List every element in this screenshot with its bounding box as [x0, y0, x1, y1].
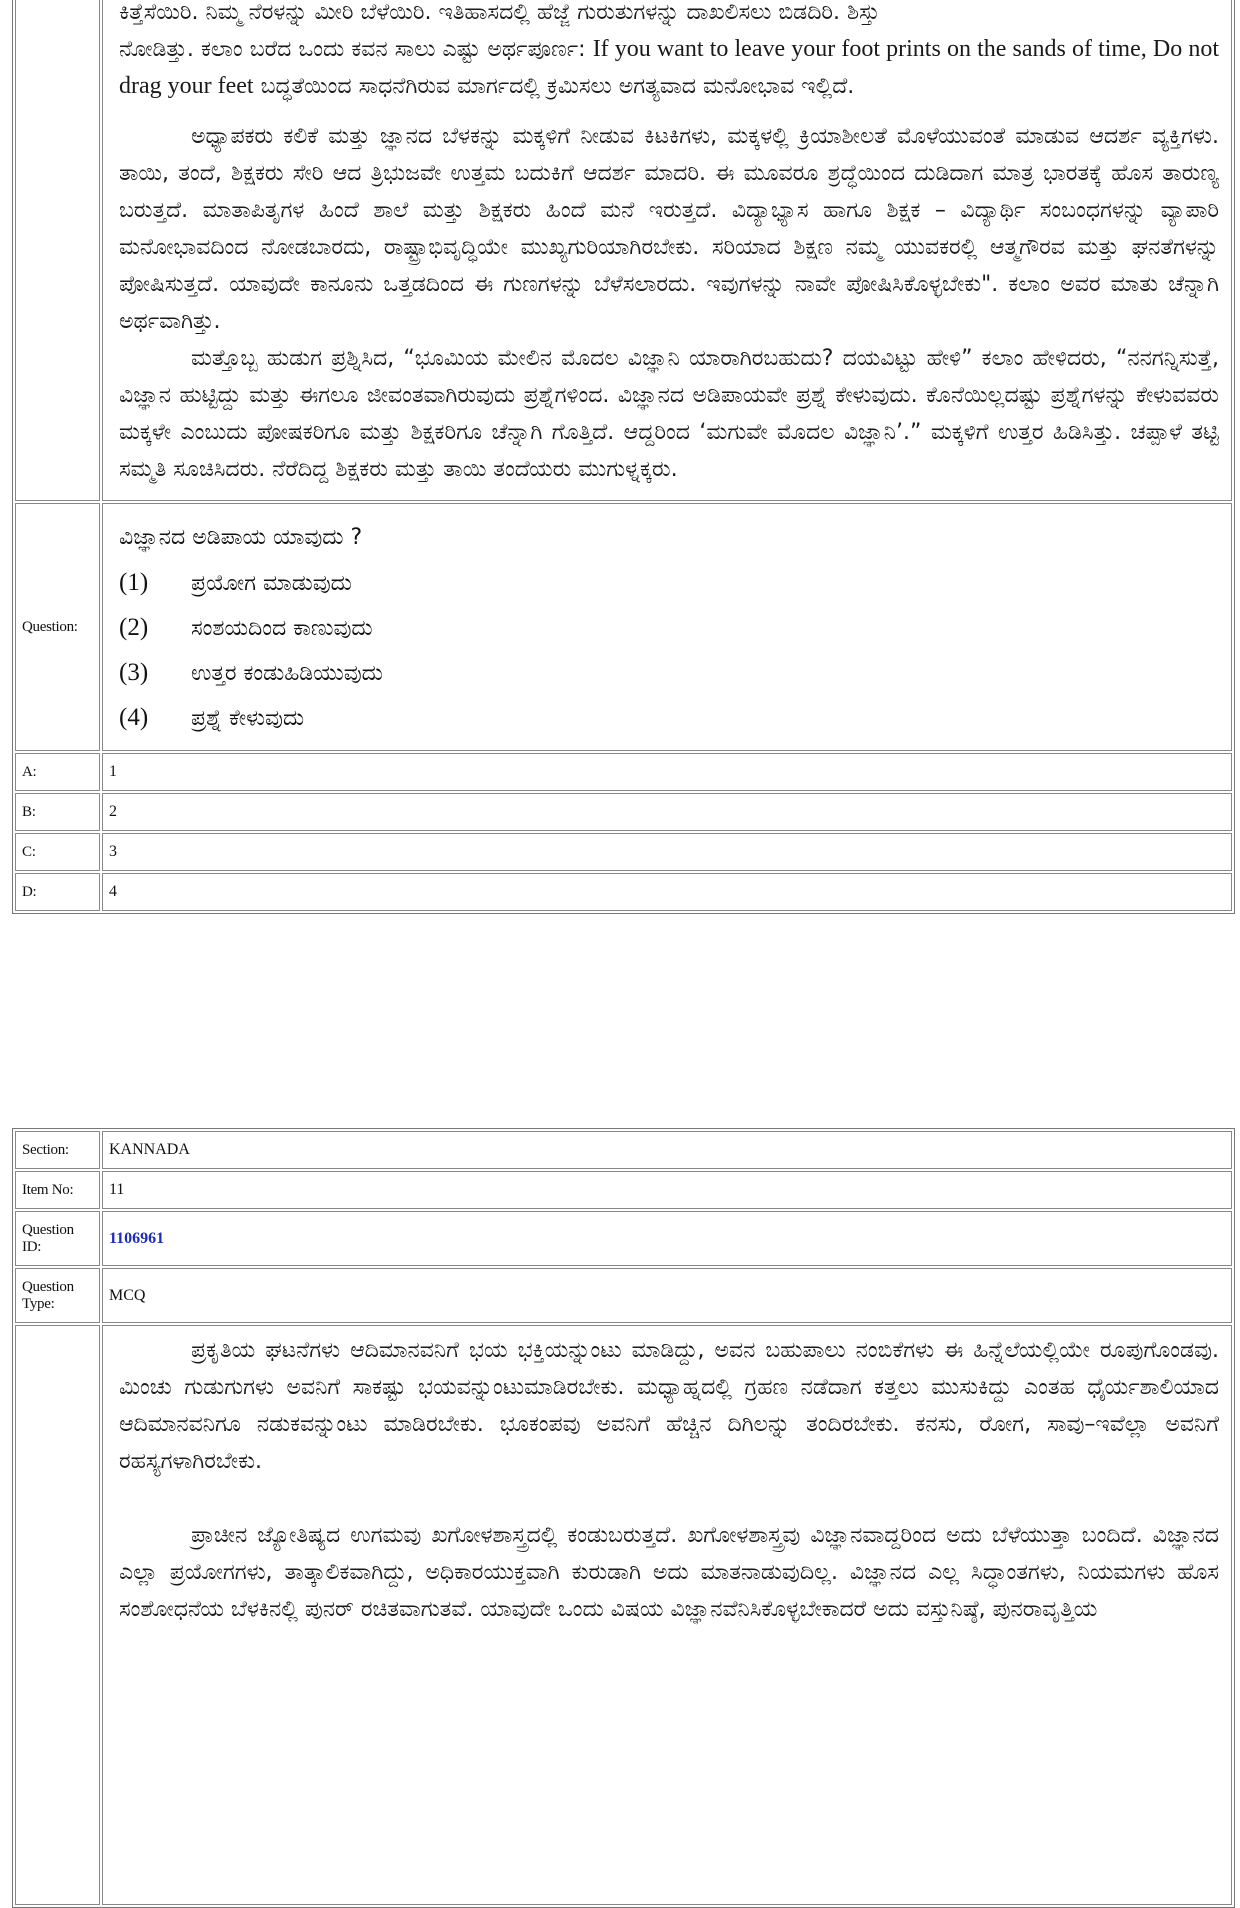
passage-row [15, 1325, 1232, 1905]
section-row [15, 1131, 1232, 1169]
passage-para-2: ಪ್ರಾಚೀನ ಜ್ಯೋತಿಷ್ಯದ ಉಗಮವು ಖಗೋಳಶಾಸ್ತ್ರದಲ್ಲಿ ಕಂಡುಬರುತ್ತದೆ. ಖಗೋಳಶಾಸ್ತ್ರವು ವಿಜ್ಞಾನವಾದ್ದರಿಂದ ಅದು ಬೆಳೆಯುತ್ತಾ ಬಂದಿದೆ. ವಿಜ್ಞಾನದ ಎಲ್ಲಾ ಪ್ರಯೋಗಗಳು, ತಾತ್ಕಾಲಿಕವಾಗಿದ್ದು, ಅಧಿಕಾರಯುಕ್ತವಾಗಿ ಕುರುಡಾಗಿ ಅದು ಮಾತನಾಡುವುದಿಲ್ಲ. ವಿಜ್ಞಾನದ ಎಲ್ಲ ಸಿದ್ಧಾಂತಗಳು, ನಿಯಮಗಳು ಹೊಸ ಸಂಶೋಧನೆಯ ಬೆಳಕಿನಲ್ಲಿ ಪುನರ್ ರಚಿತವಾಗುತವೆ. ಯಾವುದೇ ಒಂದು ವಿಷಯ ವಿಜ್ಞಾನವೆನಿಸಿಕೊಳ್ಳಬೇಕಾದರೆ ಅದು ವಸ್ತುನಿಷ್ಠೆ, ಪುನರಾವೃತ್ತಿಯ [119, 1523, 1219, 1622]
option-text: ಉತ್ತರ ಕಂಡುಹಿಡಿಯುವುದು [191, 661, 383, 686]
answer-label: D: [15, 873, 100, 911]
question-id-label: Question ID: [15, 1211, 100, 1266]
passage-para-2: ಅಧ್ಯಾಪಕರು ಕಲಿಕೆ ಮತ್ತು ಜ್ಞಾನದ ಬೆಳಕನ್ನು ಮಕ್ಕಳಿಗೆ ನೀಡುವ ಕಿಟಕಿಗಳು, ಮಕ್ಕಳಲ್ಲಿ ಕ್ರಿಯಾಶೀಲತೆ ಮೊಳೆಯುವಂತೆ ಮಾಡುವ ಆದರ್ಶ ವ್ಯಕ್ತಿಗಳು. ತಾಯಿ, ತಂದೆ, ಶಿಕ್ಷಕರು ಸೇರಿ ಆದ ತ್ರಿಭುಜವೇ ಉತ್ತಮ ಬದುಕಿಗೆ ಆದರ್ಶ ಮಾದರಿ. ಈ ಮೂವರೂ ಶ್ರದ್ಧೆಯಿಂದ ದುಡಿದಾಗ ಮಾತ್ರ ಭಾರತಕ್ಕೆ ಹೊಸ ತಾರುಣ್ಯ ಬರುತ್ತದೆ. ಮಾತಾಪಿತೃಗಳ ಹಿಂದೆ ಶಾಲೆ ಮತ್ತು ಶಿಕ್ಷಕರು ಹಿಂದೆ ಮನೆ ಇರುತ್ತದೆ. ವಿದ್ಯಾಭ್ಯಾಸ ಹಾಗೂ ಶಿಕ್ಷಕ – ವಿದ್ಯಾರ್ಥಿ ಸಂಬಂಧಗಳನ್ನು ವ್ಯಾಪಾರಿ ಮನೋಭಾವದಿಂದ ನೋಡಬಾರದು, ರಾಷ್ಟ್ರಾಭಿವೃದ್ಧಿಯೇ ಮುಖ್ಯಗುರಿಯಾಗಿರಬೇಕು. ಸರಿಯಾದ ಶಿಕ್ಷಣ ನಮ್ಮ ಯುವಕರಲ್ಲಿ ಆತ್ಮಗೌರವ ಮತ್ತು ಘನತೆಗಳನ್ನು ಪೋಷಿಸುತ್ತದೆ. ಯಾವುದೇ ಕಾನೂನು ಒತ್ತಡದಿಂದ ಈ ಗುಣಗಳನ್ನು ಬೆಳೆಸಲಾರದು. ಇವುಗಳನ್ನು ನಾವೇ ಪೋಷಿಸಿಕೊಳ್ಳಬೇಕು". ಕಲಾಂ ಅವರ ಮಾತು ಚೆನ್ನಾಗಿ ಅರ್ಥವಾಗಿತ್ತು. [119, 124, 1219, 334]
passage-line-1 [119, 31, 1219, 105]
question-id-row [15, 1211, 1232, 1266]
passage-line-1b: ಬದ್ಧತೆಯಿಂದ ಸಾಧನೆಗಿರುವ ಮಾರ್ಗದಲ್ಲಿ ಕ್ರಮಿಸಲು ಅಗತ್ಯವಾದ ಮನೋಭಾವ ಇಲ್ಲಿದೆ. [260, 74, 855, 99]
passage-para-1: ಪ್ರಕೃತಿಯ ಘಟನೆಗಳು ಆದಿಮಾನವನಿಗೆ ಭಯ ಭಕ್ತಿಯನ್ನುಂಟು ಮಾಡಿದ್ದು, ಅವನ ಬಹುಪಾಲು ನಂಬಿಕೆಗಳು ಈ ಹಿನ್ನೆಲೆಯಲ್ಲಿಯೇ ರೂಪುಗೊಂಡವು. ಮಿಂಚು ಗುಡುಗುಗಳು ಅವನಿಗೆ ಸಾಕಷ್ಟು ಭಯವನ್ನುಂಟುಮಾಡಿರಬೇಕು. ಮಧ್ಯಾಹ್ನದಲ್ಲಿ ಗ್ರಹಣ ನಡೆದಾಗ ಕತ್ತಲು ಮುಸುಕಿದ್ದು ಎಂತಹ ಧೈರ್ಯಶಾಲಿಯಾದ ಆದಿಮಾನವನಿಗೂ ನಡುಕವನ್ನುಂಟು ಮಾಡಿರಬೇಕು. ಭೂಕಂಪವು ಅವನಿಗೆ ಹೆಚ್ಚಿನ ದಿಗಿಲನ್ನು ತಂದಿರಬೇಕು. ಕನಸು, ರೋಗ, ಸಾವು–ಇವೆಲ್ಲಾ ಅವನಿಗೆ ರಹಸ್ಯಗಳಾಗಿರಬೇಕು. [119, 1338, 1219, 1474]
item-value: 11 [102, 1171, 1232, 1209]
passage-text [102, 1325, 1232, 1905]
answer-row-b [15, 793, 1232, 831]
question-body [102, 503, 1232, 751]
passage-line-1a: ನೋಡಿತ್ತು. ಕಲಾಂ ಬರೆದ ಒಂದು ಕವನ ಸಾಲು ಎಷ್ಟು ಅರ್ಥಪೂರ್ಣ: [119, 37, 586, 62]
answer-row-a [15, 753, 1232, 791]
question-type-label: Question Type: [15, 1268, 100, 1323]
question-type-value: MCQ [102, 1268, 1232, 1323]
answer-value: 1 [102, 753, 1232, 791]
option-4 [119, 695, 1219, 740]
poem-line: If you want to leave your foot prints on the sands of time, Do not drag your feet [119, 36, 1219, 99]
question-stem: ವಿಜ್ಞಾನದ ಅಡಿಪಾಯ ಯಾವುದು ? [119, 525, 363, 550]
passage-line-0: ಕಿತ್ತೆಸೆಯಿರಿ. ನಿಮ್ಮ ನೆರಳನ್ನು ಮೀರಿ ಬೆಳೆಯಿರಿ. ಇತಿಹಾಸದಲ್ಲಿ ಹೆಜ್ಜೆ ಗುರುತುಗಳನ್ನು ದಾಖಲಿಸಲು ಬಿಡದಿರಿ. ಶಿಸ್ತು [119, 0, 880, 25]
option-2 [119, 605, 1219, 650]
option-number: (4) [119, 704, 149, 731]
section-value: KANNADA [102, 1131, 1232, 1169]
answer-label: B: [15, 793, 100, 831]
passage-label-cell [15, 0, 100, 501]
option-text: ಪ್ರಶ್ನೆ ಕೇಳುವುದು [191, 706, 305, 731]
item-label: Item No: [15, 1171, 100, 1209]
answer-label: A: [15, 753, 100, 791]
question-type-row [15, 1268, 1232, 1323]
question-id-value: 1106961 [102, 1211, 1232, 1266]
section-label: Section: [15, 1131, 100, 1169]
question-row [15, 503, 1232, 751]
question-table-11 [12, 1128, 1235, 1908]
passage-row [15, 0, 1232, 501]
answer-value: 4 [102, 873, 1232, 911]
option-3 [119, 650, 1219, 695]
question-label: Question: [15, 503, 100, 751]
answer-value: 3 [102, 833, 1232, 871]
option-number: (2) [119, 614, 149, 641]
option-number: (3) [119, 659, 149, 686]
answer-label: C: [15, 833, 100, 871]
question-table-10 [12, 0, 1235, 914]
answer-row-c [15, 833, 1232, 871]
option-text: ಸಂಶಯದಿಂದ ಕಾಣುವುದು [191, 616, 373, 641]
passage-label-cell [15, 1325, 100, 1905]
item-row [15, 1171, 1232, 1209]
option-number: (1) [119, 569, 149, 596]
answer-row-d [15, 873, 1232, 911]
passage-para-3: ಮತ್ತೊಬ್ಬ ಹುಡುಗ ಪ್ರಶ್ನಿಸಿದ, “ಭೂಮಿಯ ಮೇಲಿನ ಮೊದಲ ವಿಜ್ಞಾನಿ ಯಾರಾಗಿರಬಹುದು? ದಯವಿಟ್ಟು ಹೇಳಿ” ಕಲಾಂ ಹೇಳಿದರು, “ನನಗನ್ನಿಸುತ್ತೆ, ವಿಜ್ಞಾನ ಹುಟ್ಟಿದ್ದು ಮತ್ತು ಈಗಲೂ ಜೀವಂತವಾಗಿರುವುದು ಪ್ರಶ್ನೆಗಳಿಂದ. ವಿಜ್ಞಾನದ ಅಡಿಪಾಯವೇ ಪ್ರಶ್ನೆ ಕೇಳುವುದು. ಕೊನೆಯಿಲ್ಲದಷ್ಟು ಪ್ರಶ್ನೆಗಳನ್ನು ಕೇಳುವವರು ಮಕ್ಕಳೇ ಎಂಬುದು ಪೋಷಕರಿಗೂ ಮತ್ತು ಶಿಕ್ಷಕರಿಗೂ ಚೆನ್ನಾಗಿ ಗೊತ್ತಿದೆ. ಆದ್ದರಿಂದ ‘ಮಗುವೇ ಮೊದಲ ವಿಜ್ಞಾನಿ’.” ಮಕ್ಕಳಿಗೆ ಉತ್ತರ ಹಿಡಿಸಿತ್ತು. ಚಪ್ಪಾಳೆ ತಟ್ಟಿ ಸಮ್ಮತಿ ಸೂಚಿಸಿದರು. ನೆರೆದಿದ್ದ ಶಿಕ್ಷಕರು ಮತ್ತು ತಾಯಿ ತಂದೆಯರು ಮುಗುಳ್ನಕ್ಕರು. [119, 346, 1219, 482]
option-1 [119, 560, 1219, 605]
option-text: ಪ್ರಯೋಗ ಮಾಡುವುದು [191, 571, 352, 596]
answer-value: 2 [102, 793, 1232, 831]
passage-text [102, 0, 1232, 501]
